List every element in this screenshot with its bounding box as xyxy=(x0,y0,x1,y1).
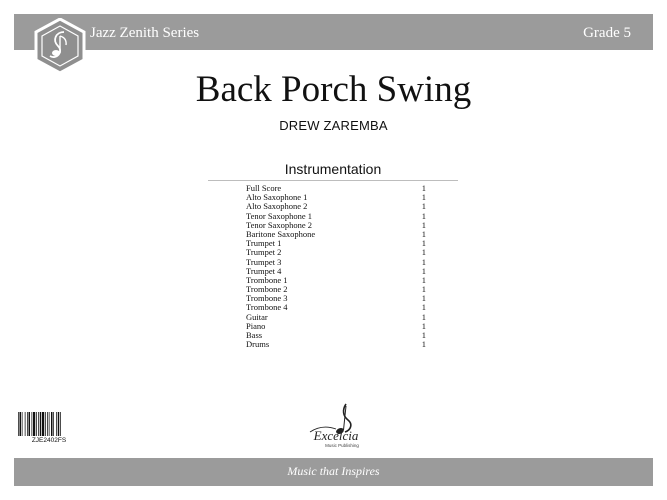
part-quantity: 1 xyxy=(421,274,426,285)
barcode-stripe xyxy=(42,412,44,436)
part-quantity: 1 xyxy=(421,219,426,230)
barcode-stripe xyxy=(56,412,57,436)
barcode-stripe xyxy=(51,412,53,436)
barcode-stripe xyxy=(27,412,28,436)
barcode-stripe xyxy=(33,412,35,436)
barcode-stripe xyxy=(18,412,19,436)
list-item xyxy=(246,331,426,340)
part-name: Full Score xyxy=(246,183,282,193)
part-name: Alto Saxophone 1 xyxy=(246,192,308,203)
part-quantity: 1 xyxy=(421,330,426,340)
barcode-stripe xyxy=(25,412,26,436)
composer-name: DREW ZAREMBA xyxy=(279,118,388,133)
instrumentation-divider xyxy=(208,180,458,181)
part-name: Trumpet 1 xyxy=(246,238,282,249)
barcode-stripe xyxy=(53,412,54,436)
list-item xyxy=(246,340,426,349)
barcode-stripe xyxy=(58,412,60,436)
list-item xyxy=(246,322,426,331)
part-quantity: 1 xyxy=(421,183,426,193)
barcode-stripe xyxy=(22,412,23,436)
list-item xyxy=(246,303,426,312)
part-name: Bass xyxy=(246,330,263,340)
grade-label: Grade 5 xyxy=(583,25,631,41)
part-name: Trumpet 3 xyxy=(246,256,282,267)
barcode-stripe xyxy=(38,412,39,436)
barcode-stripe xyxy=(20,412,22,436)
barcode-stripe xyxy=(45,412,46,436)
part-quantity: 1 xyxy=(421,284,426,295)
series-badge-icon xyxy=(34,18,86,74)
series-name: Jazz Zenith Series xyxy=(90,25,200,41)
instrumentation-list xyxy=(246,184,426,349)
barcode-stripe xyxy=(36,412,37,436)
barcode-stripe xyxy=(40,412,42,436)
part-quantity: 1 xyxy=(421,247,426,258)
barcode-number: ZJE2402FS xyxy=(31,437,67,444)
part-name: Tenor Saxophone 2 xyxy=(246,219,312,230)
publisher-subtitle: Music Publishing xyxy=(325,443,359,448)
part-name: Tenor Saxophone 1 xyxy=(246,210,312,221)
part-quantity: 1 xyxy=(421,201,426,212)
part-name: Piano xyxy=(246,320,266,331)
part-quantity: 1 xyxy=(421,311,426,322)
part-name: Trombone 4 xyxy=(246,302,288,313)
part-name: Trombone 1 xyxy=(246,274,288,285)
part-name: Trombone 2 xyxy=(246,284,288,295)
part-quantity: 1 xyxy=(421,302,426,313)
barcode-stripe xyxy=(47,412,48,436)
publisher-logo xyxy=(296,402,376,450)
part-quantity: 1 xyxy=(421,293,426,304)
part-name: Baritone Saxophone xyxy=(246,228,316,239)
part-name: Alto Saxophone 2 xyxy=(246,201,308,212)
footer-tagline: Music that Inspires xyxy=(287,464,380,478)
barcode-stripe xyxy=(49,412,50,436)
instrumentation-heading: Instrumentation xyxy=(284,161,382,177)
part-name: Trumpet 4 xyxy=(246,265,282,276)
publisher-name: Excelcia xyxy=(313,428,359,443)
part-quantity: 1 xyxy=(421,228,426,239)
part-name: Drums xyxy=(246,339,270,350)
barcode-stripe xyxy=(29,412,31,436)
part-quantity: 1 xyxy=(421,265,426,276)
part-quantity: 1 xyxy=(421,192,426,203)
part-name: Trombone 3 xyxy=(246,293,288,304)
part-quantity: 1 xyxy=(421,320,426,331)
part-name: Trumpet 2 xyxy=(246,247,282,258)
part-name: Guitar xyxy=(246,311,268,322)
part-quantity: 1 xyxy=(421,210,426,221)
part-quantity: 1 xyxy=(421,339,426,350)
barcode-stripe xyxy=(60,412,61,436)
barcode-icon xyxy=(18,412,80,436)
barcode-stripe xyxy=(32,412,33,436)
list-item xyxy=(246,313,426,322)
piece-title: Back Porch Swing xyxy=(195,69,472,110)
part-quantity: 1 xyxy=(421,238,426,249)
part-quantity: 1 xyxy=(421,256,426,267)
